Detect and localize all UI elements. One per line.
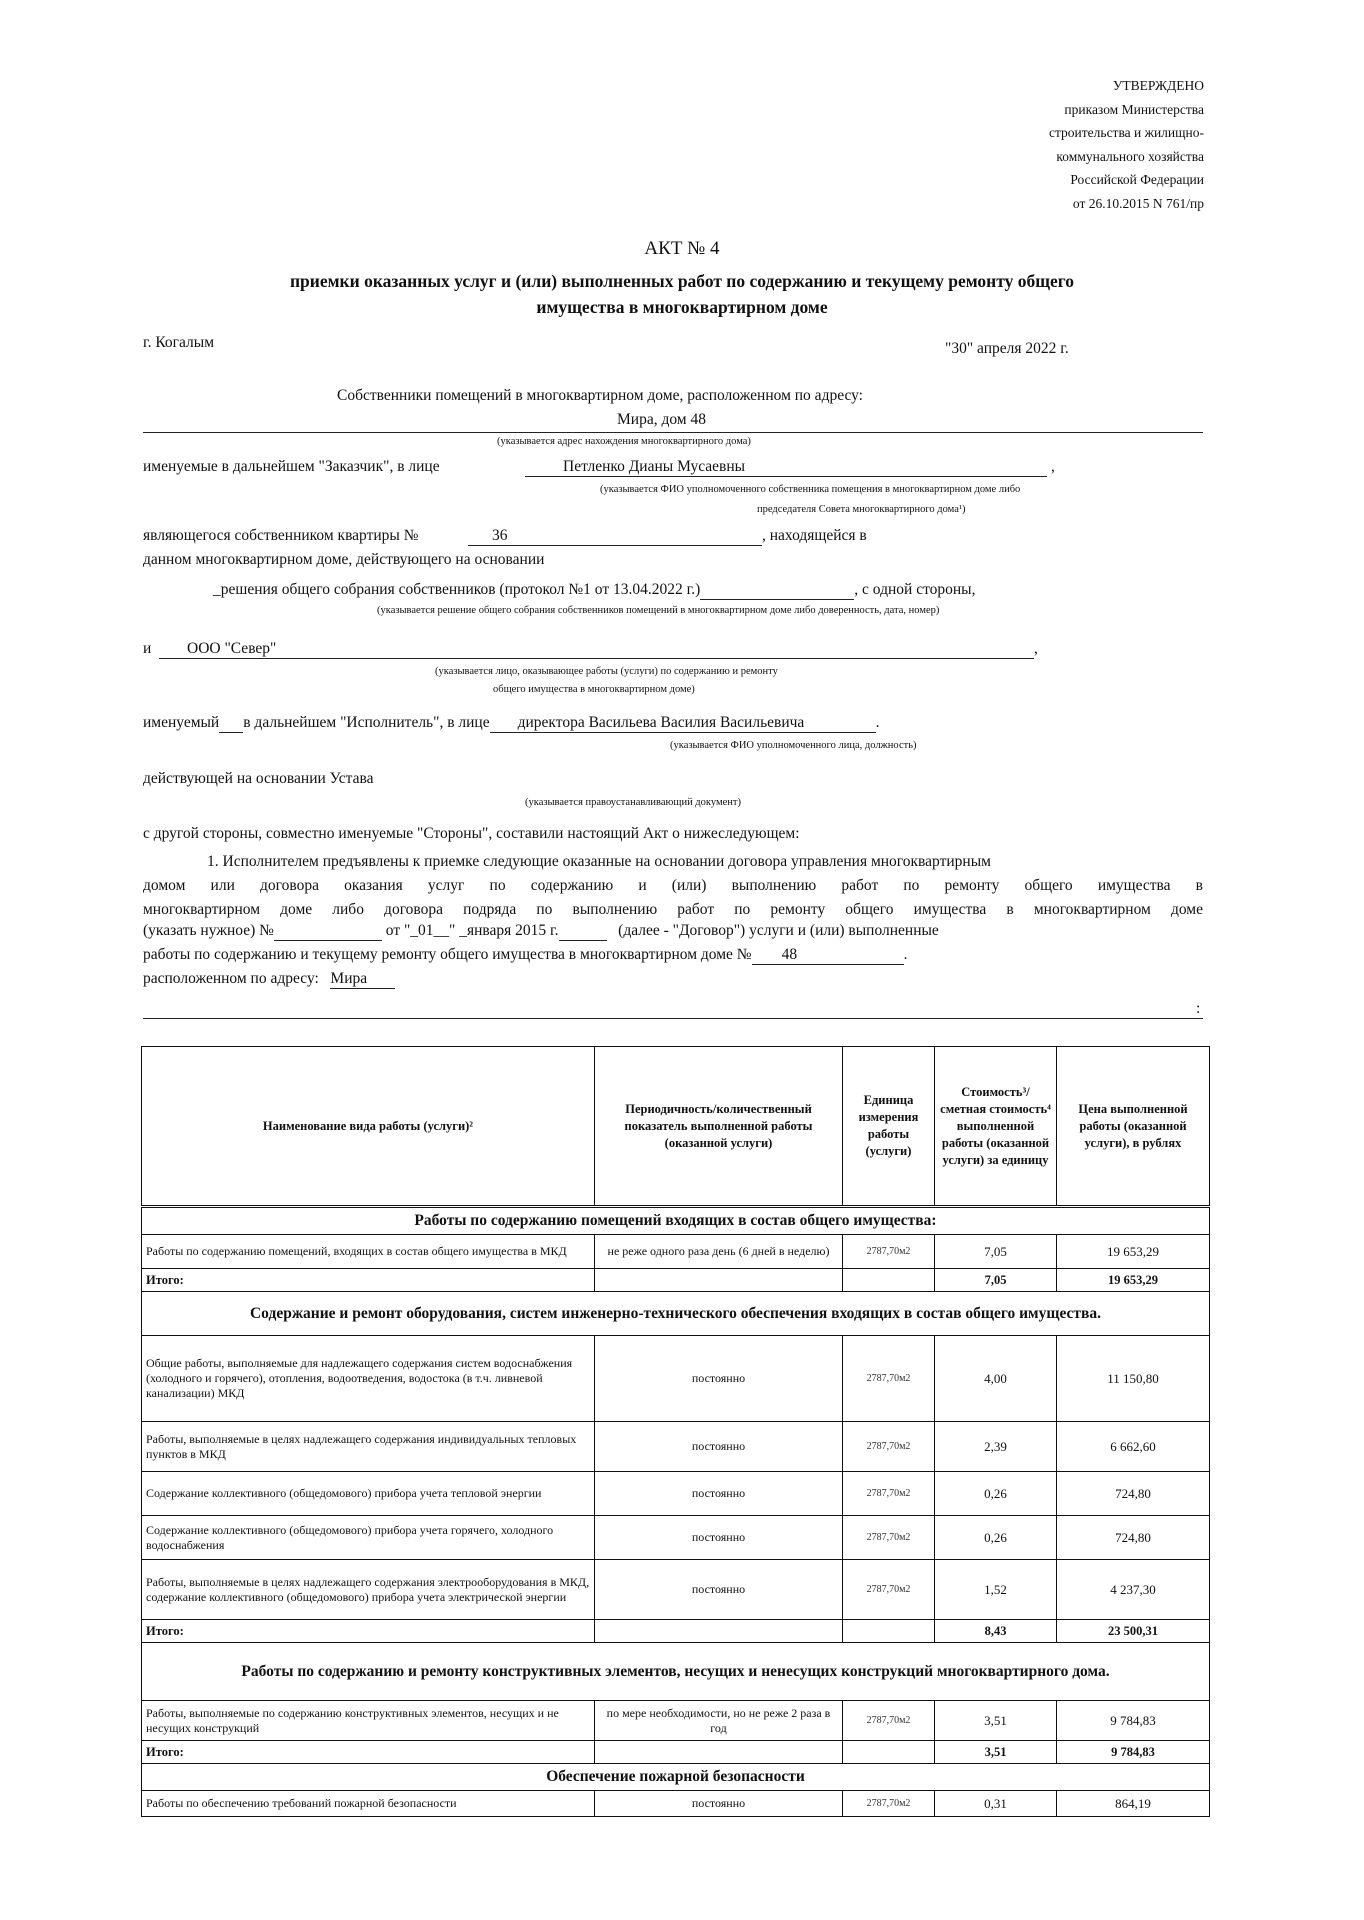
apartment-line2: данном многоквартирном доме, действующего на основании — [143, 551, 545, 568]
section-title-row — [142, 1207, 1210, 1235]
total-cost: 3,51 — [935, 1741, 1057, 1764]
table-row — [142, 1336, 1210, 1422]
table-row — [142, 1422, 1210, 1472]
executor-name: директора Васильева Василия Васильевича — [490, 714, 876, 733]
work-price: 6 662,60 — [1057, 1422, 1210, 1472]
work-unit: 2787,70м2 — [843, 1336, 935, 1422]
clause1-line3: многоквартирном доме либо договора подряда по выполнению работ по ремонту общего имущества в многоквартирном доме — [143, 901, 1203, 918]
clause1-line2: домом или договора оказания услуг по содержанию и (или) выполнению работ по ремонту общего имущества в — [143, 877, 1203, 894]
customer-prefix: именуемые в дальнейшем "Заказчик", в лице — [143, 458, 440, 475]
work-period: постоянно — [595, 1560, 843, 1620]
decision-hint: (указывается решение общего собрания собственников помещений в многоквартирном доме либо доверенность, дата, номер) — [377, 605, 940, 616]
work-price: 11 150,80 — [1057, 1336, 1210, 1422]
work-period: постоянно — [595, 1336, 843, 1422]
executor-hint: (указывается ФИО уполномоченного лица, должность) — [670, 740, 917, 751]
parties-line: с другой стороны, совместно именуемые "Стороны", составили настоящий Акт о нижеследующем: — [143, 825, 800, 842]
header-period: Периодичность/количественный показатель выполненной работы (оказанной услуги) — [595, 1047, 843, 1207]
work-period: постоянно — [595, 1472, 843, 1516]
work-period: постоянно — [595, 1422, 843, 1472]
address-underline — [143, 432, 1203, 433]
clause1-house-number: 48 — [752, 946, 904, 965]
act-number: АКТ № 4 — [644, 238, 720, 259]
section-title: Обеспечение пожарной безопасности — [142, 1764, 1210, 1791]
header-price: Цена выполненной работы (оказанной услуги), в рублях — [1057, 1047, 1210, 1207]
total-row — [142, 1741, 1210, 1764]
address-value: Мира, дом 48 — [617, 411, 706, 428]
work-unit: 2787,70м2 — [843, 1472, 935, 1516]
work-cost: 0,26 — [935, 1472, 1057, 1516]
work-name: Содержание коллективного (общедомового) прибора учета тепловой энергии — [142, 1472, 595, 1516]
work-period: постоянно — [595, 1791, 843, 1817]
clause1-contract-date: от "_01__" _января 2015 г. — [385, 922, 559, 939]
contractor-field — [159, 640, 1038, 659]
customer-hint-1: (указывается ФИО уполномоченного собственника помещения в многоквартирном доме либо — [600, 484, 1021, 495]
works-table — [141, 1046, 1210, 1817]
approval-line: строительства и жилищно- — [1049, 125, 1204, 140]
decision-field — [213, 581, 975, 600]
table-header-row — [142, 1047, 1210, 1207]
act-title — [0, 268, 1364, 320]
executor-line: именуемый в дальнейшем "Исполнитель", в лице директора Васильева Василия Васильевича . — [143, 714, 880, 731]
work-name: Работы, выполняемые по содержанию конструктивных элементов, несущих и не несущих конструкций — [142, 1701, 595, 1741]
table-row — [142, 1791, 1210, 1817]
decision-suffix: , с одной стороны, — [854, 581, 976, 598]
total-label: Итого: — [142, 1620, 595, 1643]
contractor-hint-2: общего имущества в многоквартирном доме) — [493, 684, 695, 695]
basis: действующей на основании Устава — [143, 770, 374, 787]
section-title: Работы по содержанию и ремонту конструктивных элементов, несущих и ненесущих конструкций многоквартирного дома. — [142, 1643, 1210, 1701]
contract-number-blank — [274, 922, 382, 941]
clause1-address-prefix: расположенном по адресу: — [143, 970, 319, 987]
total-row — [142, 1269, 1210, 1292]
total-row — [142, 1620, 1210, 1643]
customer-field — [525, 458, 1047, 477]
work-unit: 2787,70м2 — [843, 1791, 935, 1817]
decision-text: _решения общего собрания собственников (протокол №1 от 13.04.2022 г.) — [213, 581, 701, 598]
work-name: Общие работы, выполняемые для надлежащего содержания систем водоснабжения (холодного и горячего), отопления, водоотведения, водостока (в т.ч. ливневой канализации) МКД — [142, 1336, 595, 1422]
approval-block — [1049, 74, 1204, 215]
address-hint: (указывается адрес нахождения многоквартирного дома) — [497, 436, 751, 447]
table-row — [142, 1235, 1210, 1269]
contract-year-blank — [559, 922, 607, 941]
total-price: 23 500,31 — [1057, 1620, 1210, 1643]
act-title-line2: имущества в многоквартирном доме — [536, 297, 828, 317]
work-name: Работы, выполняемые в целях надлежащего содержания электрооборудования в МКД, содержание коллективного (общедомового) прибора учета электрической энергии — [142, 1560, 595, 1620]
place: г. Когалым — [143, 334, 215, 351]
work-unit: 2787,70м2 — [843, 1701, 935, 1741]
clause1-address: Мира — [330, 970, 395, 989]
work-cost: 4,00 — [935, 1336, 1057, 1422]
table-row — [142, 1516, 1210, 1560]
basis-hint: (указывается правоустанавливающий документ) — [525, 797, 741, 808]
act-title-line1: приемки оказанных услуг и (или) выполненных работ по содержанию и текущему ремонту общего — [289, 271, 1075, 291]
approval-line: приказом Министерства — [1064, 101, 1204, 117]
contractor-name: ООО "Север" — [159, 640, 1034, 659]
owners-intro: Собственники помещений в многоквартирном доме, расположенном по адресу: — [337, 387, 863, 404]
apartment-suffix: , находящейся в — [762, 527, 867, 544]
decision-blank — [700, 581, 854, 600]
header-name: Наименование вида работы (услуги)² — [142, 1047, 595, 1207]
work-unit: 2787,70м2 — [843, 1516, 935, 1560]
customer-comma: , — [1051, 458, 1055, 475]
customer-hint-2: председателя Совета многоквартирного дома¹) — [757, 504, 966, 515]
work-name: Работы по содержанию помещений, входящих в состав общего имущества в МКД — [142, 1235, 595, 1269]
section-title: Содержание и ремонт оборудования, систем инженерно-технического обеспечения входящих в состав общего имущества. — [142, 1292, 1210, 1336]
apartment-prefix: являющегося собственником квартиры № — [143, 527, 419, 544]
work-unit: 2787,70м2 — [843, 1422, 935, 1472]
clause1-contract-suffix: (далее - "Договор") услуги и (или) выполненные — [618, 922, 939, 939]
clause1-line1: 1. Исполнителем предъявлены к приемке следующие оказанные на основании договора управления многоквартирным — [207, 853, 991, 870]
apartment-number: 36 — [468, 527, 762, 546]
clause1-line6 — [143, 970, 395, 989]
total-price: 19 653,29 — [1057, 1269, 1210, 1292]
work-cost: 2,39 — [935, 1422, 1057, 1472]
work-period: по мере необходимости, но не реже 2 раза в год — [595, 1701, 843, 1741]
total-price: 9 784,83 — [1057, 1741, 1210, 1764]
work-cost: 0,31 — [935, 1791, 1057, 1817]
work-unit: 2787,70м2 — [843, 1235, 935, 1269]
total-label: Итого: — [142, 1269, 595, 1292]
work-cost: 7,05 — [935, 1235, 1057, 1269]
header-unit: Единица измерения работы (услуги) — [843, 1047, 935, 1207]
clause1-contract-prefix: (указать нужное) № — [143, 922, 274, 939]
act-date: "30" апреля 2022 г. — [945, 340, 1069, 357]
clause1-line4 — [143, 922, 939, 941]
customer-name: Петленко Дианы Мусаевны — [525, 458, 1047, 477]
section-title-row — [142, 1764, 1210, 1791]
work-period: не реже одного раза день (6 дней в неделю) — [595, 1235, 843, 1269]
executor-prefix: именуемый — [143, 714, 220, 731]
contractor-comma: , — [1034, 640, 1038, 657]
work-price: 864,19 — [1057, 1791, 1210, 1817]
table-row — [142, 1472, 1210, 1516]
header-cost: Стоимость³/сметная стоимость⁴ выполненной работы (оказанной услуги) за единицу — [935, 1047, 1057, 1207]
work-name: Работы, выполняемые в целях надлежащего содержания индивидуальных тепловых пунктов в МКД — [142, 1422, 595, 1472]
approval-line: коммунального хозяйства — [1056, 148, 1204, 164]
clause1-house-prefix: работы по содержанию и текущему ремонту общего имущества в многоквартирном доме № — [143, 946, 752, 963]
clause1-line5: работы по содержанию и текущему ремонту общего имущества в многоквартирном доме № 48 . — [143, 946, 908, 963]
total-cost: 8,43 — [935, 1620, 1057, 1643]
work-name: Содержание коллективного (общедомового) прибора учета горячего, холодного водоснабжения — [142, 1516, 595, 1560]
approval-line: Российской Федерации — [1070, 172, 1204, 187]
work-cost: 3,51 — [935, 1701, 1057, 1741]
work-unit: 2787,70м2 — [843, 1560, 935, 1620]
work-cost: 0,26 — [935, 1516, 1057, 1560]
approval-line: УТВЕРЖДЕНО — [1112, 78, 1204, 93]
approval-line: от 26.10.2015 N 761/пр — [1072, 195, 1204, 211]
section-title-row — [142, 1292, 1210, 1336]
contractor-hint-1: (указывается лицо, оказывающее работы (услуги) по содержанию и ремонту — [435, 666, 778, 677]
work-name: Работы по обеспечению требований пожарной безопасности — [142, 1791, 595, 1817]
table-row — [142, 1560, 1210, 1620]
work-cost: 1,52 — [935, 1560, 1057, 1620]
work-price: 9 784,83 — [1057, 1701, 1210, 1741]
total-cost: 7,05 — [935, 1269, 1057, 1292]
table-row — [142, 1701, 1210, 1741]
total-label: Итого: — [142, 1741, 595, 1764]
work-price: 724,80 — [1057, 1472, 1210, 1516]
work-price: 19 653,29 — [1057, 1235, 1210, 1269]
section-title: Работы по содержанию помещений входящих в состав общего имущества: — [142, 1207, 1210, 1235]
work-price: 4 237,30 — [1057, 1560, 1210, 1620]
apartment-field — [468, 527, 867, 546]
work-price: 724,80 — [1057, 1516, 1210, 1560]
clause1-address-underline — [143, 1018, 1203, 1019]
clause1-colon: : — [1196, 1000, 1201, 1017]
executor-middle: в дальнейшем "Исполнитель", в лице — [243, 714, 490, 731]
contractor-prefix: и — [143, 640, 152, 657]
work-period: постоянно — [595, 1516, 843, 1560]
section-title-row — [142, 1643, 1210, 1701]
